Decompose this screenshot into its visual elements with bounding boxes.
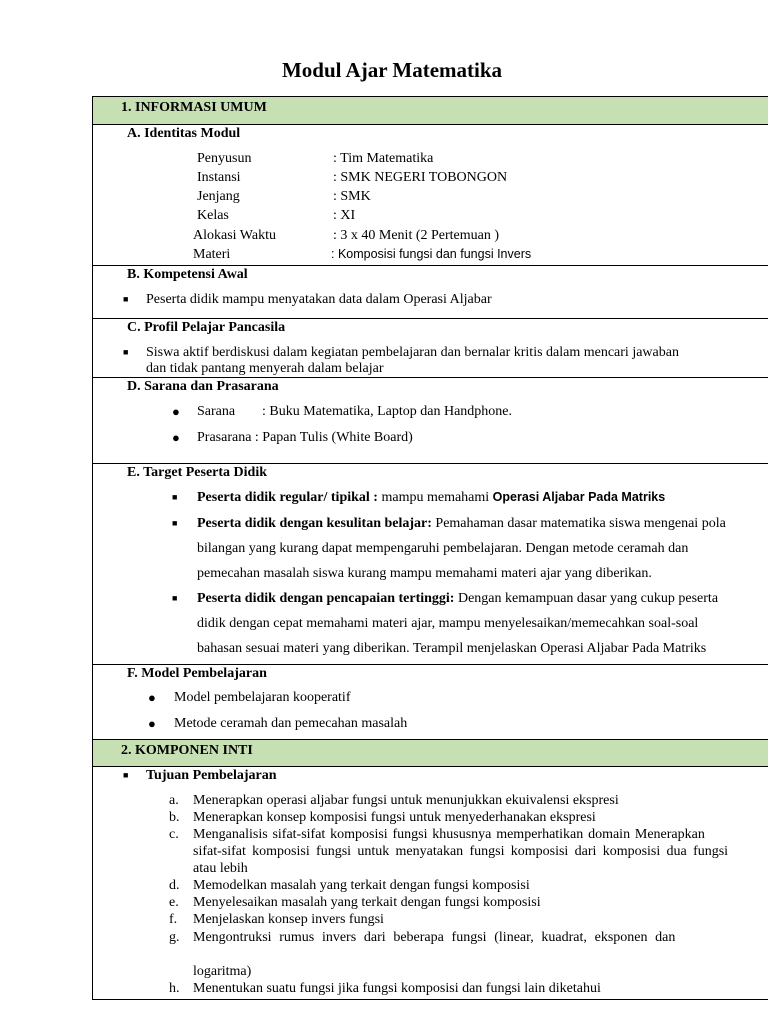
tujuan-pembelajaran-section <box>93 767 768 999</box>
identity-label: Materi <box>193 247 231 262</box>
tujuan-item: Memodelkan masalah yang terkait dengan fungsi komposisi <box>193 878 530 893</box>
identity-label: Instansi <box>197 170 241 185</box>
target-kesulitan-line: pemecahan masalah siswa kurang mampu memahami materi ajar yang diberikan. <box>197 566 652 581</box>
target-kesulitan: Peserta didik dengan kesulitan belajar: Pemahaman dasar matematika siswa mengenai pola <box>197 516 726 531</box>
bullet-dot-icon: ● <box>148 690 156 705</box>
tujuan-item: Menerapkan konsep komposisi fungsi untuk menyederhanakan ekspresi <box>193 810 596 825</box>
bullet-dot-icon: ● <box>172 404 180 419</box>
target-tertinggi-line: didik dengan cepat memahami materi ajar, mampu menyelesaikan/memecahkan soal-soal <box>197 616 699 631</box>
profil-line: Siswa aktif berdiskusi dalam kegiatan pembelajaran dan bernalar kritis dalam mencari jawaban <box>146 345 679 360</box>
profil-line: dan tidak pantang menyerah dalam belajar <box>146 361 384 376</box>
tujuan-letter: f. <box>169 912 178 927</box>
bullet-dot-icon: ● <box>148 716 156 731</box>
tujuan-letter: c. <box>169 827 179 842</box>
target-peserta-heading: E. Target Peserta Didik <box>127 465 267 480</box>
kompetensi-awal-section <box>93 266 768 319</box>
identity-label: Jenjang <box>197 189 240 204</box>
identity-label: Kelas <box>197 208 229 223</box>
tujuan-heading: Tujuan Pembelajaran <box>146 768 277 783</box>
tujuan-letter: d. <box>169 878 180 893</box>
target-tertinggi-line: bahasan sesuai materi yang diberikan. Terampil menjelaskan Operasi Aljabar Pada Matriks <box>197 641 707 656</box>
sarana-prasarana-section <box>93 378 768 464</box>
square-bullet-icon: ■ <box>172 518 178 528</box>
tujuan-item: Menganalisis sifat-sifat komposisi fungsi khususnya memperhatikan domain Menerapkan <box>193 827 705 842</box>
identity-value: : XI <box>333 208 356 223</box>
square-bullet-icon: ■ <box>172 492 178 502</box>
tujuan-item-line: logaritma) <box>193 964 252 979</box>
bullet-dot-icon: ● <box>172 430 180 445</box>
square-bullet-icon: ■ <box>123 294 129 304</box>
identity-value: : Komposisi fungsi dan fungsi Invers <box>331 247 532 261</box>
section-1-title: 1. INFORMASI UMUM <box>121 100 267 115</box>
kompetensi-item: Peserta didik mampu menyatakan data dalam Operasi Aljabar <box>146 292 492 307</box>
square-bullet-icon: ■ <box>172 593 178 603</box>
tujuan-item-line: atau lebih <box>193 861 248 876</box>
tujuan-item: Menyelesaikan masalah yang terkait dengan fungsi komposisi <box>193 895 541 910</box>
profil-pelajar-section <box>93 319 768 378</box>
page-title: Modul Ajar Matematika <box>281 58 503 82</box>
identity-label: Penyusun <box>197 151 252 166</box>
tujuan-item-line: sifat-sifat komposisi fungsi untuk menyatakan fungsi komposisi dari komposisi dua fungsi <box>193 844 729 859</box>
identity-value: : SMK <box>333 189 371 204</box>
target-regular: Peserta didik regular/ tipikal : mampu memahami Operasi Aljabar Pada Matriks <box>197 490 666 505</box>
tujuan-item: Menjelaskan konsep invers fungsi <box>193 912 384 927</box>
kompetensi-awal-heading: B. Kompetensi Awal <box>127 267 248 282</box>
sarana-value: : Buku Matematika, Laptop dan Handphone. <box>262 404 512 419</box>
prasarana-text: Prasarana : Papan Tulis (White Board) <box>197 430 413 445</box>
identity-label: Alokasi Waktu <box>193 228 276 243</box>
tujuan-item: Mengontruksi rumus invers dari beberapa fungsi (linear, kuadrat, eksponen dan <box>193 930 676 945</box>
sarana-prasarana-heading: D. Sarana dan Prasarana <box>127 379 279 394</box>
identitas-modul-section <box>93 125 768 266</box>
tujuan-item: Menerapkan operasi aljabar fungsi untuk menunjukkan ekuivalensi ekspresi <box>193 793 619 808</box>
section-1-header <box>93 97 768 125</box>
tujuan-item: Menentukan suatu fungsi jika fungsi komposisi dan fungsi lain diketahui <box>193 981 601 996</box>
tujuan-letter: e. <box>169 895 179 910</box>
model-item: Model pembelajaran kooperatif <box>174 690 351 705</box>
target-kesulitan-line: bilangan yang kurang dapat mempengaruhi pembelajaran. Dengan metode ceramah dan <box>197 541 689 556</box>
section-2-title: 2. KOMPONEN INTI <box>121 743 253 758</box>
target-tertinggi: Peserta didik dengan pencapaian tertinggi: Dengan kemampuan dasar yang cukup peserta <box>197 591 719 606</box>
square-bullet-icon: ■ <box>123 347 129 357</box>
model-item: Metode ceramah dan pemecahan masalah <box>174 716 408 731</box>
identity-value: : SMK NEGERI TOBONGON <box>333 170 508 185</box>
model-pembelajaran-heading: F. Model Pembelajaran <box>127 666 267 681</box>
identity-value: : Tim Matematika <box>333 151 434 166</box>
identitas-modul-heading: A. Identitas Modul <box>127 126 241 141</box>
identity-value: : 3 x 40 Menit (2 Pertemuan ) <box>333 228 500 243</box>
sarana-label: Sarana <box>197 404 236 419</box>
model-pembelajaran-section <box>93 665 768 740</box>
square-bullet-icon: ■ <box>123 770 129 780</box>
tujuan-letter: a. <box>169 793 179 808</box>
section-2-header <box>93 740 768 767</box>
tujuan-letter: g. <box>169 930 180 945</box>
profil-pelajar-heading: C. Profil Pelajar Pancasila <box>127 320 286 335</box>
target-peserta-section <box>93 464 768 665</box>
module-table <box>92 96 768 1000</box>
tujuan-letter: h. <box>169 981 180 996</box>
tujuan-letter: b. <box>169 810 180 825</box>
